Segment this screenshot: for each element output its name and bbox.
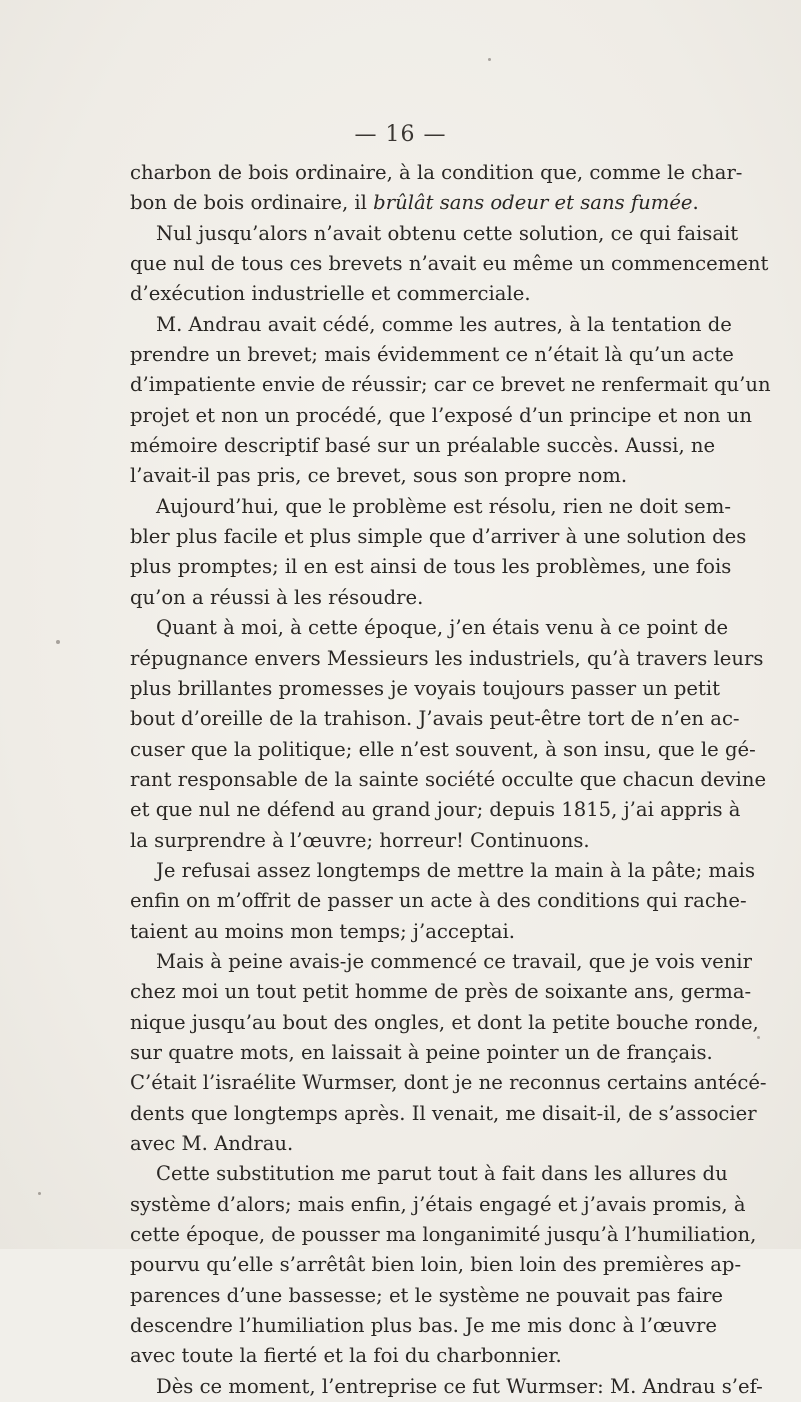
text-line: plus promptes; il en est ainsi de tous les problèmes, une fois bbox=[130, 555, 732, 579]
text-line: dents que longtemps après. Il venait, me disait-il, de s’associer bbox=[130, 1101, 757, 1125]
text-line: rant responsable de la sainte société occulte que chacun devine bbox=[130, 767, 767, 791]
text-line bbox=[130, 188, 704, 218]
text-line: bler plus facile et plus simple que d’arriver à une solution des bbox=[130, 525, 747, 549]
text-segment: . bbox=[692, 191, 699, 215]
text-line: l’avait-il pas pris, ce brevet, sous son propre nom. bbox=[130, 464, 628, 488]
text-line: M. Andrau avait cédé, comme les autres, à la tentation de bbox=[156, 312, 732, 336]
text-line: Je refusai assez longtemps de mettre la main à la pâte; mais bbox=[156, 858, 756, 882]
text-line: Cette substitution me parut tout à fait dans les allures du bbox=[156, 1162, 728, 1186]
text-line: d’exécution industrielle et commerciale. bbox=[130, 282, 531, 306]
text-line: cuser que la politique; elle n’est souvent, à son insu, que le gé- bbox=[130, 737, 756, 761]
text-line: avec M. Andrau. bbox=[130, 1132, 294, 1155]
text-line: Mais à peine avais-je commencé ce travail, que je vois venir bbox=[156, 949, 752, 973]
paper-speck bbox=[38, 1192, 41, 1195]
text-line: chez moi un tout petit homme de près de soixante ans, germa- bbox=[130, 980, 752, 1004]
text-line: Quant à moi, à cette époque, j’en étais venu à ce point de bbox=[156, 616, 729, 640]
text-line: charbon de bois ordinaire, à la condition que, comme le char- bbox=[130, 161, 743, 184]
text-line: avec toute la fierté et la foi du charbonnier. bbox=[130, 1344, 562, 1368]
text-line: descendre l’humiliation plus bas. Je me mis donc à l’œuvre bbox=[130, 1314, 717, 1338]
text-line: pourvu qu’elle s’arrêtât bien loin, bien loin des premières ap- bbox=[130, 1253, 742, 1277]
text-line: enfin on m’offrit de passer un acte à des conditions qui rache- bbox=[130, 889, 747, 913]
text-line: mémoire descriptif basé sur un préalable succès. Aussi, ne bbox=[130, 434, 716, 458]
text-line: système d’alors; mais enfin, j’étais engagé et j’avais promis, à bbox=[130, 1192, 746, 1216]
text-line: cette époque, de pousser ma longanimité jusqu’à l’humiliation, bbox=[130, 1223, 757, 1247]
text-line: d’impatiente envie de réussir; car ce brevet ne renfermait qu’un bbox=[130, 373, 771, 397]
text-line: et que nul ne défend au grand jour; depuis 1815, j’ai appris à bbox=[130, 798, 741, 822]
text-line: répugnance envers Messieurs les industriels, qu’à travers leurs bbox=[130, 646, 764, 670]
text-line: la surprendre à l’œuvre; horreur! Continuons. bbox=[130, 828, 590, 852]
text-line: Aujourd’hui, que le problème est résolu, rien ne doit sem- bbox=[156, 494, 731, 518]
text-line: Nul jusqu’alors n’avait obtenu cette solution, ce qui faisait bbox=[156, 221, 739, 245]
text-line: prendre un brevet; mais évidemment ce n’était là qu’un acte bbox=[130, 343, 734, 367]
body-text bbox=[130, 158, 771, 1402]
text-line: qu’on a réussi à les résoudre. bbox=[130, 585, 424, 609]
paper-speck bbox=[488, 58, 491, 61]
paper-speck bbox=[56, 640, 60, 644]
text-line: bout d’oreille de la trahison. J’avais peut-être tort de n’en ac- bbox=[130, 707, 740, 731]
italic-phrase: brûlât sans odeur et sans fumée bbox=[373, 191, 693, 215]
text-line: C’était l’israélite Wurmser, dont je ne reconnus certains antécé- bbox=[130, 1071, 767, 1095]
text-line: taient au moins mon temps; j’acceptai. bbox=[130, 919, 516, 943]
text-line: projet et non un procédé, que l’exposé d’un principe et non un bbox=[130, 403, 752, 427]
text-line: que nul de tous ces brevets n’avait eu même un commencement bbox=[130, 252, 769, 276]
paper-speck bbox=[757, 1036, 760, 1039]
page-number: — 16 — bbox=[354, 122, 447, 147]
text-segment: bon de bois ordinaire, il bbox=[130, 191, 374, 215]
text-line: nique jusqu’au bout des ongles, et dont la petite bouche ronde, bbox=[130, 1010, 759, 1034]
text-line: Dès ce moment, l’entreprise ce fut Wurmser: M. Andrau s’ef- bbox=[156, 1374, 763, 1398]
text-line: parences d’une bassesse; et le système ne pouvait pas faire bbox=[130, 1283, 723, 1307]
text-line: plus brillantes promesses je voyais toujours passer un petit bbox=[130, 676, 720, 700]
text-line: sur quatre mots, en laissait à peine pointer un de français. bbox=[130, 1040, 713, 1064]
